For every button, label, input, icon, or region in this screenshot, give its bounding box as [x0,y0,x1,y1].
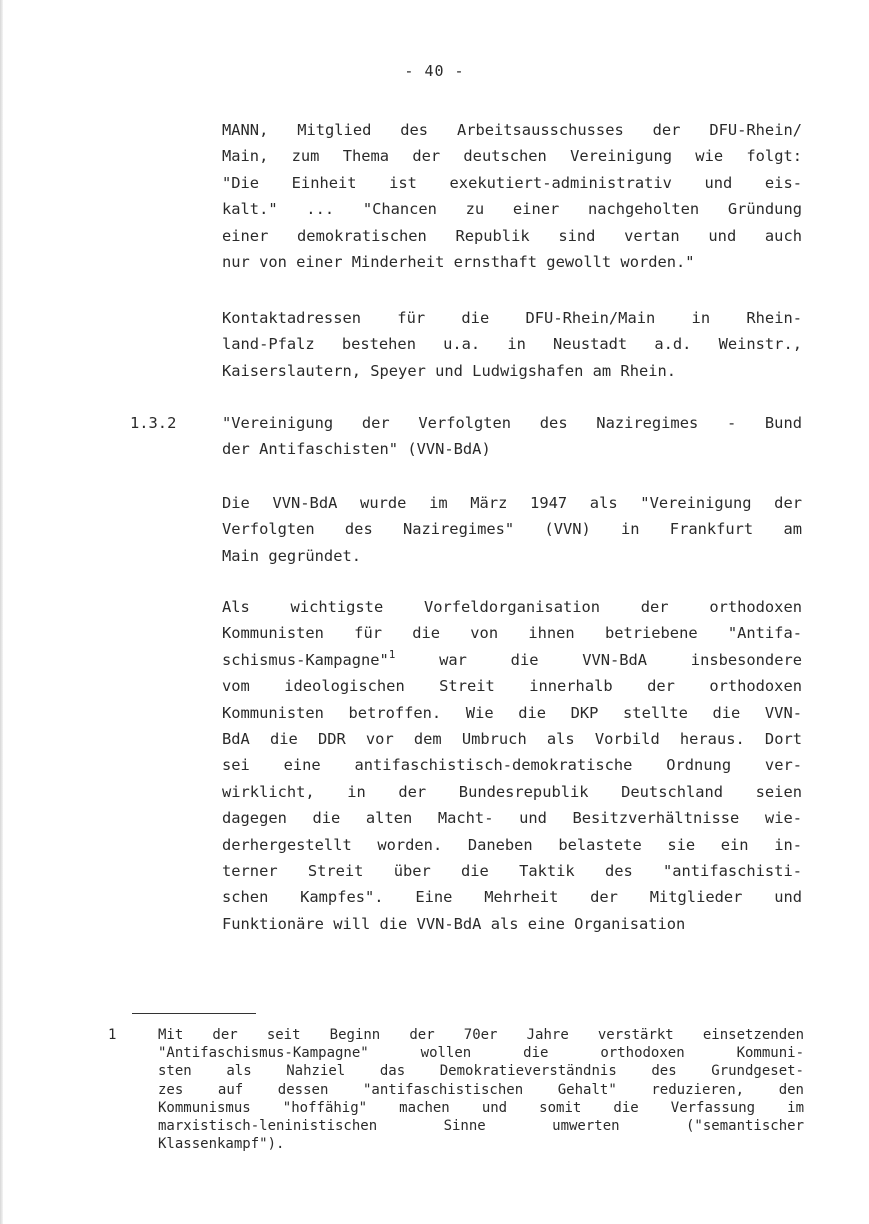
footnote-line: "Antifaschismus-Kampagne" wollen die orthodoxen Kommuni- [158,1045,804,1062]
footnote-line: zes auf dessen "antifaschistischen Gehalt" reduzieren, den [158,1081,804,1098]
text-line: MANN, Mitglied des Arbeitsausschusses der DFU-Rhein/ [222,121,802,139]
text-line: Funktionäre will die VVN-BdA als eine Organisation [222,914,686,933]
page-number: - 40 - [404,62,465,80]
text-line: BdA die DDR vor dem Umbruch als Vorbild heraus. Dort [222,729,802,748]
footnote-text [158,1026,804,1153]
footnote-line: sten als Nahziel das Demokratieverständnis des Grundgeset- [158,1063,804,1080]
text-line: Die VVN-BdA wurde im März 1947 als "Vereinigung der [222,494,802,512]
text-line: dagegen die alten Macht- und Besitzverhältnisse wie- [222,809,802,828]
text-line: wirklicht, in der Bundesrepublik Deutschland seien [222,782,802,801]
section-number: 1.3.2 [130,414,177,432]
text-fragment: war die VVN-BdA insbesondere [395,650,802,669]
paragraph-ideological-dispute [222,594,802,937]
text-line: Kontaktadressen für die DFU-Rhein/Main in Rhein- [222,309,802,327]
text-line: land-Pfalz bestehen u.a. in Neustadt a.d. Weinstr., [222,335,802,354]
text-line-with-footnote-ref [222,647,802,673]
text-line: vom ideologischen Streit innerhalb der orthodoxen [222,677,802,696]
footnote-separator [132,1013,256,1014]
text-line: terner Streit über die Taktik des "antifaschisti- [222,861,802,880]
paragraph-dfu-statement [222,117,802,275]
text-line: Als wichtigste Vorfeldorganisation der orthodoxen [222,598,802,616]
text-line: "Die Einheit ist exekutiert-administrativ und eis- [222,173,802,192]
text-line: Verfolgten des Naziregimes" (VVN) in Frankfurt am [222,520,802,539]
text-line: Main gegründet. [222,546,361,565]
footnote-reference: 1 [388,647,396,661]
footnote-number: 1 [108,1027,117,1043]
heading-line: "Vereinigung der Verfolgten des Naziregimes - Bund [222,414,802,432]
text-line: Main, zum Thema der deutschen Vereinigung wie folgt: [222,147,802,166]
text-line: kalt." ... "Chancen zu einer nachgeholten Gründung [222,200,802,219]
scan-edge-shadow [0,0,3,1224]
text-line: Kommunisten betroffen. Wie die DKP stellte die VVN- [222,703,802,722]
text-line: Kommunisten für die von ihnen betriebene "Antifa- [222,624,802,643]
footnote-line: Kommunismus "hoffähig" machen und somit die Verfassung im [158,1099,804,1116]
heading-line: der Antifaschisten" (VVN-BdA) [222,440,491,459]
footnote-line: marxistisch-leninistischen Sinne umwerten ("semantischer [158,1117,804,1134]
text-line: Kaiserslautern, Speyer und Ludwigshafen am Rhein. [222,361,677,380]
text-line: nur von einer Minderheit ernsthaft gewollt worden." [222,252,695,271]
paragraph-contact-addresses [222,305,802,384]
footnote-line: Klassenkampf"). [158,1136,285,1153]
text-line: einer demokratischen Republik sind vertan und auch [222,226,802,245]
text-line: schen Kampfes". Eine Mehrheit der Mitglieder und [222,888,802,907]
section-heading [222,410,802,463]
text-fragment: schismus-Kampagne" [222,650,389,669]
text-line: sei eine antifaschistisch-demokratische Ordnung ver- [222,756,802,775]
footnote-line: Mit der seit Beginn der 70er Jahre verstärkt einsetzenden [158,1027,804,1043]
paragraph-founding [222,490,802,569]
text-line: derhergestellt worden. Daneben belastete sie ein in- [222,835,802,854]
